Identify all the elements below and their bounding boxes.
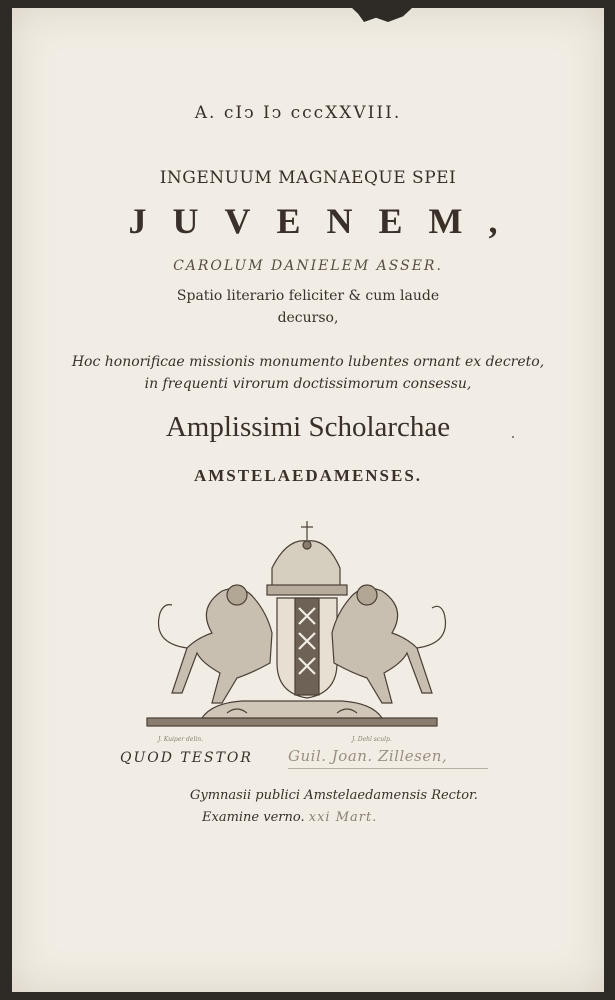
recipient-name: CAROLUM DANIELEM ASSER. [173,258,443,274]
hoc-line-1: Hoc honorificae missionis monumento lubentes ornant ex decreto, [71,354,545,370]
handwritten-signature: Guil. Joan. Zillesen, [288,747,448,765]
examine-printed: Examine verno. [202,810,305,825]
rector-line: Gymnasii publici Amstelaedamensis Rector. [190,788,478,803]
engraver-credit-left: J. Kuiper delin. [158,736,204,743]
engraver-credit-right: J. Dehl sculp. [352,736,392,743]
certificate-page [12,8,604,992]
quod-testor: QUOD TESTOR [120,750,253,766]
amstelaedamenses-heading: AMSTELAEDAMENSES. [193,466,423,485]
examine-handwritten-date: xxi Mart. [308,810,378,825]
title-juvenem: JUVENEM, [128,201,524,241]
torn-edge [352,8,412,22]
heading: INGENUUM MAGNAEQUE SPEI [159,168,457,188]
ink-speck [512,436,514,438]
spatio-line-1: Spatio literario feliciter & cum laude [176,288,440,304]
spatio-line-2: decurso, [277,310,339,326]
examine-line [202,810,377,825]
amplissimi-heading: Amplissimi Scholarchae [165,411,451,443]
hoc-line-2: in frequenti virorum doctissimorum consessu, [144,376,472,392]
coat-of-arms-engraving [142,513,462,733]
year-line: A. cIↄ Iↄ cccXXVIII. [194,103,402,123]
signature-underline [288,768,488,769]
